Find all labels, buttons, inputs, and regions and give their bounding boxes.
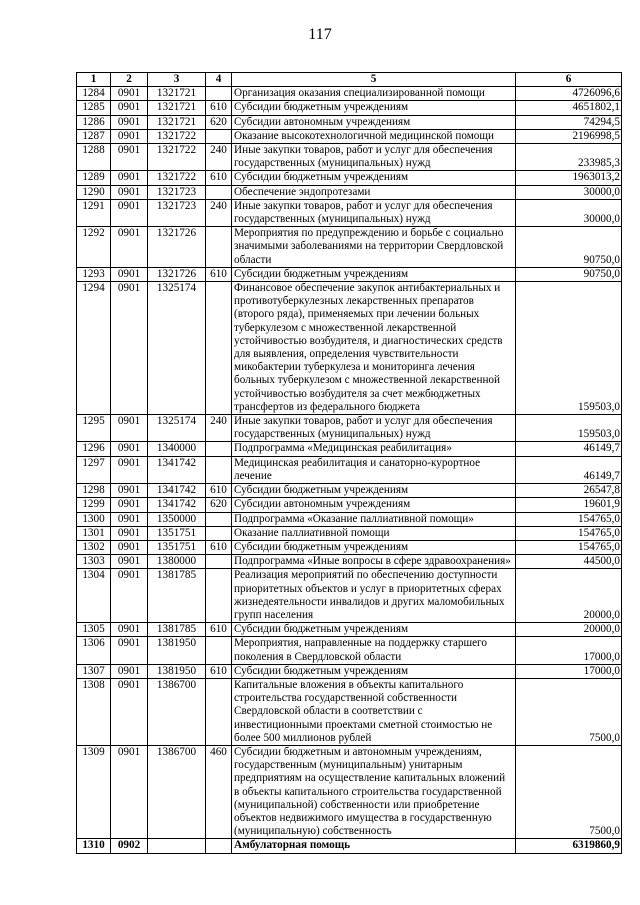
amount-cell: 90750,0: [516, 267, 622, 281]
section-cell: 0901: [111, 185, 148, 199]
row-number-cell: 1301: [77, 526, 111, 540]
table-row: [77, 498, 622, 512]
row-number-cell: 1286: [77, 115, 111, 129]
row-number-cell: 1300: [77, 512, 111, 526]
target-article-cell: 1321722: [148, 129, 206, 143]
table-row: [77, 569, 622, 623]
table-row: [77, 87, 622, 101]
target-article-cell: 1341742: [148, 498, 206, 512]
target-article-cell: 1321723: [148, 199, 206, 226]
amount-cell: 6319860,9: [516, 839, 622, 853]
section-cell: 0901: [111, 456, 148, 483]
row-number-cell: 1296: [77, 442, 111, 456]
section-cell: 0901: [111, 623, 148, 637]
name-cell: Субсидии автономным учреждениям: [232, 115, 516, 129]
expense-type-cell: 240: [206, 199, 232, 226]
row-number-cell: 1295: [77, 415, 111, 442]
row-number-cell: 1302: [77, 540, 111, 554]
amount-cell: 30000,0: [516, 199, 622, 226]
name-cell: Субсидии бюджетным и автономным учреждениям, государственным (муниципальным) унитарным предприятиям на осуществление капитальных вложений в объекты капитального строительства государственной (муниципальной) собственности или приобретение объектов недвижимого имущества в государственную (муниципальную) собственность: [232, 745, 516, 838]
expense-type-cell: 610: [206, 540, 232, 554]
table-row: [77, 637, 622, 664]
target-article-cell: 1380000: [148, 555, 206, 569]
amount-cell: 44500,0: [516, 555, 622, 569]
amount-cell: 4726096,6: [516, 87, 622, 101]
section-cell: 0901: [111, 678, 148, 745]
table-row: [77, 745, 622, 838]
name-cell: Иные закупки товаров, работ и услуг для обеспечения государственных (муниципальных) нужд: [232, 199, 516, 226]
name-cell: Капитальные вложения в объекты капитального строительства государственной собственности Свердловской области в соответствии с инвестиционными проектами сметной стоимостью не более 500 миллионов рублей: [232, 678, 516, 745]
section-cell: 0901: [111, 115, 148, 129]
section-cell: 0901: [111, 498, 148, 512]
table-row: [77, 678, 622, 745]
section-cell: 0901: [111, 540, 148, 554]
name-cell: Субсидии бюджетным учреждениям: [232, 623, 516, 637]
name-cell: Подпрограмма «Оказание паллиативной помощи»: [232, 512, 516, 526]
expense-type-cell: [206, 512, 232, 526]
section-cell: 0901: [111, 637, 148, 664]
amount-cell: 1963013,2: [516, 171, 622, 185]
expense-type-cell: [206, 678, 232, 745]
expense-type-cell: 240: [206, 144, 232, 171]
table-row: [77, 555, 622, 569]
table-row: [77, 484, 622, 498]
amount-cell: 159503,0: [516, 282, 622, 415]
target-article-cell: 1321721: [148, 101, 206, 115]
expense-type-cell: 610: [206, 101, 232, 115]
expense-type-cell: 610: [206, 664, 232, 678]
target-article-cell: 1321726: [148, 227, 206, 268]
expense-type-cell: 610: [206, 267, 232, 281]
target-article-cell: 1381950: [148, 637, 206, 664]
name-cell: Субсидии бюджетным учреждениям: [232, 484, 516, 498]
section-cell: 0901: [111, 415, 148, 442]
name-cell: Субсидии бюджетным учреждениям: [232, 267, 516, 281]
row-number-cell: 1303: [77, 555, 111, 569]
target-article-cell: 1321722: [148, 144, 206, 171]
amount-cell: 4651802,1: [516, 101, 622, 115]
table-row: [77, 144, 622, 171]
section-cell: 0901: [111, 512, 148, 526]
amount-cell: 19601,9: [516, 498, 622, 512]
expense-type-cell: [206, 87, 232, 101]
expense-type-cell: 460: [206, 745, 232, 838]
expense-type-cell: [206, 129, 232, 143]
amount-cell: 233985,3: [516, 144, 622, 171]
table-row: [77, 664, 622, 678]
row-number-cell: 1284: [77, 87, 111, 101]
header-cell: 1: [77, 73, 111, 87]
target-article-cell: 1321721: [148, 87, 206, 101]
expense-type-cell: [206, 442, 232, 456]
table-row: [77, 839, 622, 853]
row-number-cell: 1290: [77, 185, 111, 199]
row-number-cell: 1288: [77, 144, 111, 171]
table-row: [77, 456, 622, 483]
name-cell: Иные закупки товаров, работ и услуг для обеспечения государственных (муниципальных) нужд: [232, 144, 516, 171]
name-cell: Организация оказания специализированной помощи: [232, 87, 516, 101]
name-cell: Субсидии бюджетным учреждениям: [232, 664, 516, 678]
row-number-cell: 1305: [77, 623, 111, 637]
section-cell: 0901: [111, 199, 148, 226]
target-article-cell: 1386700: [148, 678, 206, 745]
amount-cell: 26547,8: [516, 484, 622, 498]
expense-type-cell: 240: [206, 415, 232, 442]
section-cell: 0901: [111, 745, 148, 838]
table-row: [77, 282, 622, 415]
row-number-cell: 1309: [77, 745, 111, 838]
amount-cell: 74294,5: [516, 115, 622, 129]
name-cell: Субсидии бюджетным учреждениям: [232, 540, 516, 554]
target-article-cell: 1381785: [148, 623, 206, 637]
target-article-cell: 1350000: [148, 512, 206, 526]
amount-cell: 17000,0: [516, 664, 622, 678]
row-number-cell: 1297: [77, 456, 111, 483]
target-article-cell: 1321722: [148, 171, 206, 185]
row-number-cell: 1299: [77, 498, 111, 512]
budget-table: [76, 72, 622, 854]
amount-cell: 20000,0: [516, 623, 622, 637]
name-cell: Субсидии автономным учреждениям: [232, 498, 516, 512]
row-number-cell: 1291: [77, 199, 111, 226]
table-row: [77, 101, 622, 115]
target-article-cell: [148, 839, 206, 853]
amount-cell: 2196998,5: [516, 129, 622, 143]
section-cell: 0901: [111, 87, 148, 101]
target-article-cell: 1321723: [148, 185, 206, 199]
section-cell: 0901: [111, 282, 148, 415]
table-row: [77, 540, 622, 554]
expense-type-cell: [206, 839, 232, 853]
table-row: [77, 115, 622, 129]
amount-cell: 17000,0: [516, 637, 622, 664]
name-cell: Амбулаторная помощь: [232, 839, 516, 853]
target-article-cell: 1381950: [148, 664, 206, 678]
amount-cell: 154765,0: [516, 512, 622, 526]
expense-type-cell: 610: [206, 171, 232, 185]
expense-type-cell: [206, 185, 232, 199]
name-cell: Обеспечение эндопротезами: [232, 185, 516, 199]
target-article-cell: 1386700: [148, 745, 206, 838]
header-row: [77, 73, 622, 87]
amount-cell: 159503,0: [516, 415, 622, 442]
expense-type-cell: [206, 282, 232, 415]
table-row: [77, 512, 622, 526]
table-row: [77, 171, 622, 185]
row-number-cell: 1285: [77, 101, 111, 115]
row-number-cell: 1307: [77, 664, 111, 678]
target-article-cell: 1325174: [148, 415, 206, 442]
expense-type-cell: 620: [206, 115, 232, 129]
amount-cell: 90750,0: [516, 227, 622, 268]
name-cell: Субсидии бюджетным учреждениям: [232, 171, 516, 185]
header-cell: 2: [111, 73, 148, 87]
section-cell: 0901: [111, 484, 148, 498]
section-cell: 0901: [111, 664, 148, 678]
name-cell: Подпрограмма «Иные вопросы в сфере здравоохранения»: [232, 555, 516, 569]
table-row: [77, 623, 622, 637]
table-row: [77, 185, 622, 199]
section-cell: 0902: [111, 839, 148, 853]
name-cell: Подпрограмма «Медицинская реабилитация»: [232, 442, 516, 456]
amount-cell: 46149,7: [516, 456, 622, 483]
name-cell: Иные закупки товаров, работ и услуг для обеспечения государственных (муниципальных) нужд: [232, 415, 516, 442]
amount-cell: 20000,0: [516, 569, 622, 623]
table-row: [77, 442, 622, 456]
target-article-cell: 1325174: [148, 282, 206, 415]
amount-cell: 46149,7: [516, 442, 622, 456]
row-number-cell: 1310: [77, 839, 111, 853]
row-number-cell: 1298: [77, 484, 111, 498]
expense-type-cell: 620: [206, 498, 232, 512]
header-cell: 5: [232, 73, 516, 87]
amount-cell: 7500,0: [516, 678, 622, 745]
target-article-cell: 1321726: [148, 267, 206, 281]
row-number-cell: 1308: [77, 678, 111, 745]
target-article-cell: 1341742: [148, 484, 206, 498]
expense-type-cell: [206, 227, 232, 268]
header-cell: 4: [206, 73, 232, 87]
section-cell: 0901: [111, 442, 148, 456]
expense-type-cell: 610: [206, 484, 232, 498]
target-article-cell: 1351751: [148, 540, 206, 554]
expense-type-cell: [206, 555, 232, 569]
section-cell: 0901: [111, 267, 148, 281]
name-cell: Оказание высокотехнологичной медицинской помощи: [232, 129, 516, 143]
table-row: [77, 129, 622, 143]
section-cell: 0901: [111, 569, 148, 623]
row-number-cell: 1293: [77, 267, 111, 281]
row-number-cell: 1304: [77, 569, 111, 623]
table-row: [77, 415, 622, 442]
table-row: [77, 227, 622, 268]
section-cell: 0901: [111, 555, 148, 569]
table-row: [77, 267, 622, 281]
target-article-cell: 1351751: [148, 526, 206, 540]
expense-type-cell: [206, 637, 232, 664]
target-article-cell: 1381785: [148, 569, 206, 623]
row-number-cell: 1306: [77, 637, 111, 664]
name-cell: Мероприятия по предупреждению и борьбе с социально значимыми заболеваниями на территории Свердловской области: [232, 227, 516, 268]
table-body: [77, 87, 622, 853]
row-number-cell: 1294: [77, 282, 111, 415]
row-number-cell: 1287: [77, 129, 111, 143]
row-number-cell: 1292: [77, 227, 111, 268]
name-cell: Финансовое обеспечение закупок антибактериальных и противотуберкулезных лекарственных препаратов (второго ряда), применяемых при лечении больных туберкулезом с множественной лекарственной устойчивостью возбудителя, и диагностических средств для выявления, определения чувствительности микобактерии туберкулеза и мониторинга лечения больных туберкулезом с множественной лекарственной устойчивостью возбудителя за счет межбюджетных трансфертов из федерального бюджета: [232, 282, 516, 415]
section-cell: 0901: [111, 227, 148, 268]
name-cell: Медицинская реабилитация и санаторно-курортное лечение: [232, 456, 516, 483]
section-cell: 0901: [111, 171, 148, 185]
header-cell: 3: [148, 73, 206, 87]
header-cell: 6: [516, 73, 622, 87]
target-article-cell: 1321721: [148, 115, 206, 129]
expense-type-cell: 610: [206, 623, 232, 637]
name-cell: Мероприятия, направленные на поддержку старшего поколения в Свердловской области: [232, 637, 516, 664]
target-article-cell: 1340000: [148, 442, 206, 456]
section-cell: 0901: [111, 129, 148, 143]
name-cell: Оказание паллиативной помощи: [232, 526, 516, 540]
expense-type-cell: [206, 456, 232, 483]
row-number-cell: 1289: [77, 171, 111, 185]
table-row: [77, 526, 622, 540]
name-cell: Субсидии бюджетным учреждениям: [232, 101, 516, 115]
expense-type-cell: [206, 526, 232, 540]
table-row: [77, 199, 622, 226]
section-cell: 0901: [111, 101, 148, 115]
section-cell: 0901: [111, 144, 148, 171]
expense-type-cell: [206, 569, 232, 623]
section-cell: 0901: [111, 526, 148, 540]
amount-cell: 7500,0: [516, 745, 622, 838]
amount-cell: 154765,0: [516, 526, 622, 540]
name-cell: Реализация мероприятий по обеспечению доступности приоритетных объектов и услуг в приоритетных сферах жизнедеятельности инвалидов и других маломобильных групп населения: [232, 569, 516, 623]
amount-cell: 30000,0: [516, 185, 622, 199]
amount-cell: 154765,0: [516, 540, 622, 554]
page-number: 117: [308, 26, 332, 43]
target-article-cell: 1341742: [148, 456, 206, 483]
